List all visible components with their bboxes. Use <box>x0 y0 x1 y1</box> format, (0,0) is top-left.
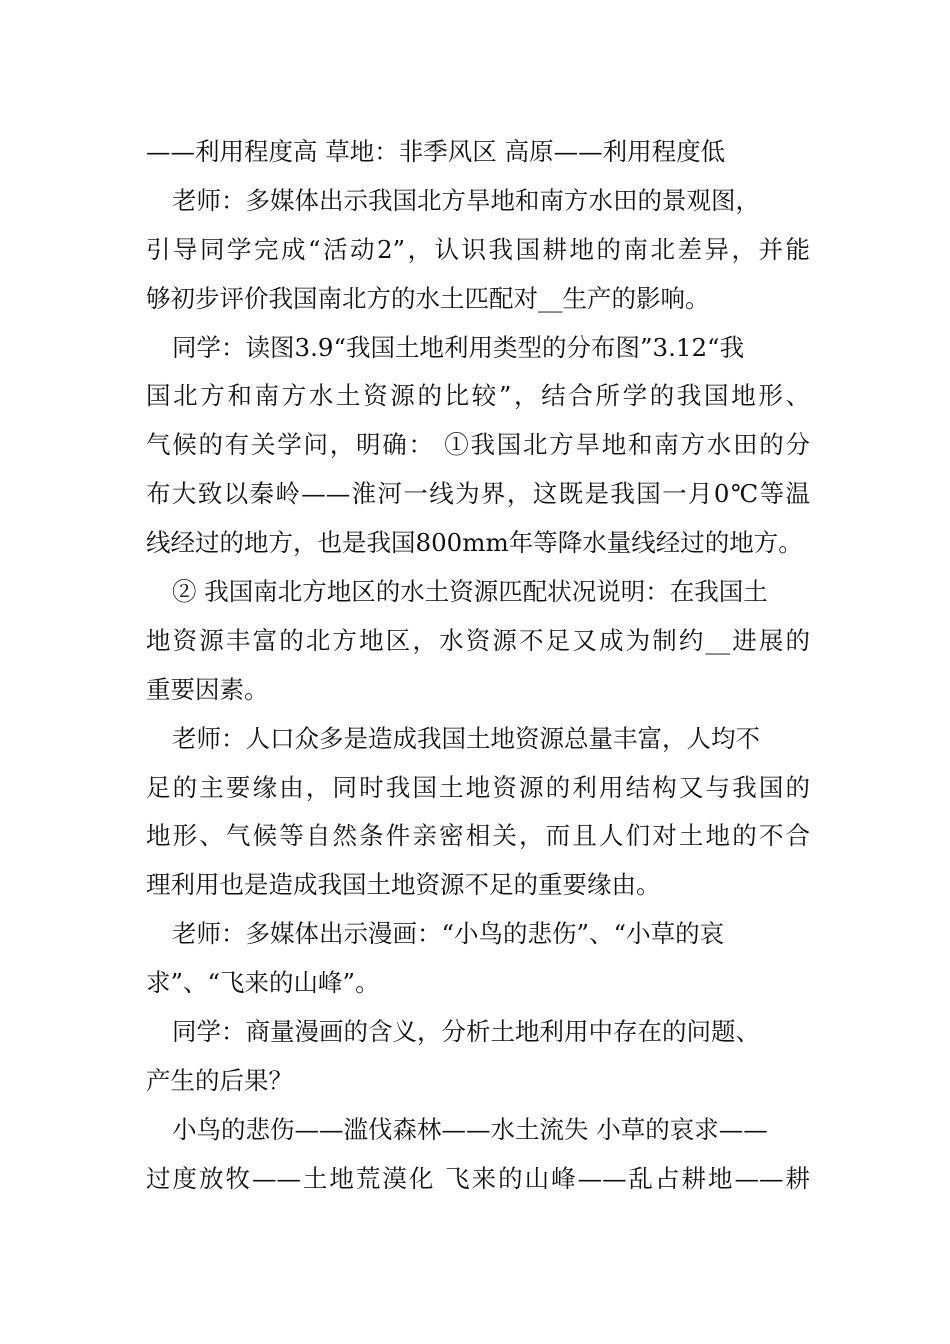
paragraph-line: 老师：多媒体出示我国北方旱地和南方水田的景观图， <box>172 185 760 215</box>
text-line: 理利用也是造成我国土地资源不足的重要缘由。 <box>146 870 661 900</box>
text-line: 产生的后果？ <box>146 1065 293 1095</box>
text-line: 引导同学完成“活动2”，认识我国耕地的南北差异，并能 <box>146 234 810 264</box>
text-line: 国北方和南方水土资源的比较”，结合所学的我国地形、 <box>146 381 810 411</box>
body-text <box>146 128 810 1204</box>
text-line: 求”、“飞来的山峰”。 <box>146 968 380 998</box>
paragraph-line: ② 我国南北方地区的水土资源匹配状况说明：在我国土 <box>172 577 768 607</box>
text-line: 重要因素。 <box>146 674 269 704</box>
text-line: ——利用程度高 草地：非季风区 高原——利用程度低 <box>146 137 726 166</box>
text-line: 过度放牧——土地荒漠化 飞来的山峰——乱占耕地——耕 <box>146 1163 810 1193</box>
text-line: 够初步评价我国南北方的水土匹配对__生产的影响。 <box>146 283 710 313</box>
text-line: 布大致以秦岭——淮河一线为界，这既是我国一月0℃等温 <box>146 479 810 509</box>
paragraph-line: 老师：人口众多是造成我国土地资源总量丰富，人均不 <box>172 723 760 753</box>
text-line: 地形、气候等自然条件亲密相关，而且人们对土地的不合 <box>146 821 810 851</box>
paragraph-line: 小鸟的悲伤——滥伐森林——水土流失 小草的哀求—— <box>172 1114 768 1144</box>
text-line: 线经过的地方，也是我国800mm年等降水量线经过的地方。 <box>146 528 803 558</box>
text-line: 地资源丰富的北方地区，水资源不足又成为制约__进展的 <box>146 625 810 655</box>
text-line: 足的主要缘由，同时我国土地资源的利用结构又与我国的 <box>146 772 810 802</box>
paragraph-line: 老师：多媒体出示漫画：“小鸟的悲伤”、“小草的哀 <box>172 919 725 949</box>
paragraph-line: 同学：商量漫画的含义，分析土地利用中存在的问题、 <box>172 1017 760 1047</box>
text-line: 气候的有关学问，明确： ①我国北方旱地和南方水田的分 <box>146 430 810 460</box>
paragraph-line: 同学：读图3.9“我国土地利用类型的分布图”3.12“我 <box>172 332 745 362</box>
